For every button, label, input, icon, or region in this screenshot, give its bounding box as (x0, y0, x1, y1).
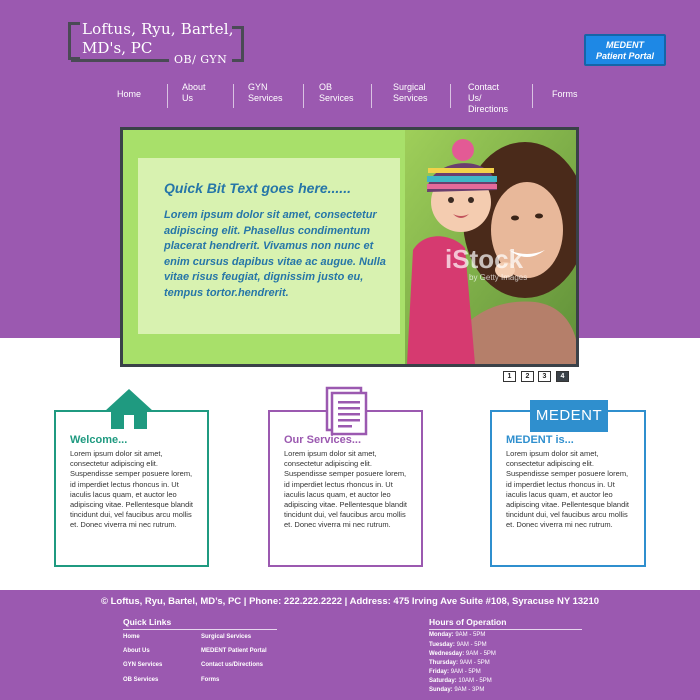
nav-gyn-services[interactable] (248, 82, 283, 104)
site-logo[interactable] (68, 22, 244, 68)
logo-name-line1: Loftus, Ryu, Bartel, (82, 20, 234, 38)
footer-info-line: © Loftus, Ryu, Bartel, MD’s, PC | Phone: 222.222.2222 | Address: 475 Irving Ave Suite #108, Syracuse NY 13210 (100, 596, 600, 607)
footer-link-gyn-services[interactable]: GYN Services (123, 662, 163, 668)
hero-title: Quick Bit Text goes here...... (164, 180, 351, 196)
hours-divider (429, 629, 582, 630)
portal-button-line1: MEDENT (606, 40, 644, 50)
hours-time: 9AM - 5PM (459, 660, 490, 666)
logo-name-line2: MD's, PC (82, 39, 153, 57)
nav-label: Us (182, 93, 193, 103)
welcome-card-title: Welcome... (70, 434, 128, 446)
nav-home[interactable] (117, 89, 141, 100)
footer-link-about-us[interactable]: About Us (123, 648, 150, 654)
hours-day: Sunday: (429, 687, 453, 693)
footer-link-forms[interactable]: Forms (201, 677, 220, 683)
nav-label: Services (248, 93, 283, 103)
patient-portal-button[interactable] (584, 34, 666, 66)
watermark-subtext: by Getty Images (469, 273, 528, 282)
hours-time: 9AM - 5PM (450, 669, 481, 675)
logo-subtitle: OB/ GYN (174, 53, 228, 66)
nav-divider (303, 84, 304, 108)
hours-time: 10AM - 5PM (458, 678, 492, 684)
services-card-title: Our Services... (284, 434, 362, 446)
nav-contact-directions[interactable] (468, 82, 508, 115)
nav-divider (233, 84, 234, 108)
medent-card[interactable] (490, 410, 646, 567)
logo-underline (71, 59, 169, 62)
footer-link-ob-services[interactable]: OB Services (123, 677, 159, 683)
nav-label: GYN (248, 82, 268, 92)
welcome-card-body: Lorem ipsum dolor sit amet, consectetur adipiscing elit. Suspendisse semper posuere lorem, id imperdiet lectus rhoncus in. Ut iaculis lacus quam, et auctor leo adipiscing vitae. Pellentesque blandit tincidunt dui, vel faucibus arcu mollis et. Donec viverra mi nec rutrum. (70, 449, 193, 530)
logo-bracket-right (232, 26, 244, 62)
medent-card-body: Lorem ipsum dolor sit amet, consectetur adipiscing elit. Suspendisse semper posuere lorem, id imperdiet lectus rhoncus in. Ut iaculis lacus quam, et auctor leo adipiscing vitae. Pellentesque blandit tincidunt dui, vel faucibus arcu mollis et. Donec viverra mi nec rutrum. (506, 449, 629, 530)
nav-label: Forms (552, 89, 578, 99)
hours-day: Wednesday: (429, 651, 465, 657)
hours-day: Tuesday: (429, 642, 455, 648)
hours-title: Hours of Operation (429, 617, 507, 627)
house-icon (103, 387, 155, 431)
quick-links-title: Quick Links (123, 617, 172, 627)
nav-about-us[interactable] (182, 82, 206, 104)
footer-link-home[interactable]: Home (123, 634, 140, 640)
hours-row (429, 632, 485, 638)
nav-label: Services (319, 93, 354, 103)
nav-forms[interactable] (552, 89, 578, 100)
nav-surgical-services[interactable] (393, 82, 428, 104)
medent-card-title: MEDENT is... (506, 434, 574, 446)
footer (0, 590, 700, 700)
nav-label: About (182, 82, 206, 92)
nav-label: Surgical (393, 82, 426, 92)
hours-day: Friday: (429, 669, 450, 675)
nav-ob-services[interactable] (319, 82, 354, 104)
nav-divider (532, 84, 533, 108)
hours-time: 9AM - 5PM (456, 642, 487, 648)
nav-label: Directions (468, 104, 509, 114)
hours-row (429, 660, 490, 666)
pager-button-3[interactable]: 3 (538, 371, 551, 382)
hero-body: Lorem ipsum dolor sit amet, consectetur adipiscing elit. Phasellus condimentum placerat hendrerit. Vivamus non nunc et enim cursus dapibus vitae ac augue. Nulla vitae risus feugiat, dignissim justo eu, tempus tortor.hendrerit. (164, 209, 386, 299)
footer-link-patient-portal[interactable]: MEDENT Patient Portal (201, 648, 267, 654)
hero-photo (405, 130, 579, 364)
hero-slider[interactable] (120, 127, 579, 367)
watermark-text: iStock (445, 244, 524, 274)
nav-label: OB (319, 82, 333, 92)
hours-day: Thursday: (429, 660, 459, 666)
medent-badge: MEDENT (530, 400, 608, 432)
welcome-card[interactable] (54, 410, 209, 567)
hours-row (429, 651, 496, 657)
logo-bracket-left (68, 22, 80, 60)
hours-row (429, 642, 487, 648)
services-card-body: Lorem ipsum dolor sit amet, consectetur adipiscing elit. Suspendisse semper posuere lorem, id imperdiet lectus rhoncus in. Ut iaculis lacus quam, et auctor leo adipiscing vitae. Pellentesque blandit tincidunt dui, vel faucibus arcu mollis et. Donec viverra mi nec rutrum. (284, 449, 407, 530)
footer-link-contact-directions[interactable]: Contact us/Directions (201, 662, 264, 668)
portal-button-line2: Patient Portal (595, 51, 654, 61)
hours-time: 9AM - 5PM (455, 632, 486, 638)
nav-label: Home (117, 89, 142, 99)
hours-row (429, 669, 481, 675)
hours-time: 9AM - 5PM (465, 651, 496, 657)
hours-day: Saturday: (429, 678, 457, 684)
nav-divider (450, 84, 451, 108)
hours-row (429, 678, 492, 684)
nav-label: Contact Us/ (468, 82, 500, 103)
pager-button-1[interactable]: 1 (503, 371, 516, 382)
nav-divider (371, 84, 372, 108)
hero-text-box (138, 158, 400, 334)
document-icon (323, 386, 369, 436)
hours-row (429, 687, 484, 693)
hours-day: Monday: (429, 632, 454, 638)
nav-divider (167, 84, 168, 108)
hours-time: 9AM - 3PM (454, 687, 485, 693)
pager-button-2[interactable]: 2 (521, 371, 534, 382)
footer-link-surgical-services[interactable]: Surgical Services (201, 634, 252, 640)
nav-label: Services (393, 93, 428, 103)
quick-links-divider (123, 629, 277, 630)
pager-button-4[interactable]: 4 (556, 371, 569, 382)
